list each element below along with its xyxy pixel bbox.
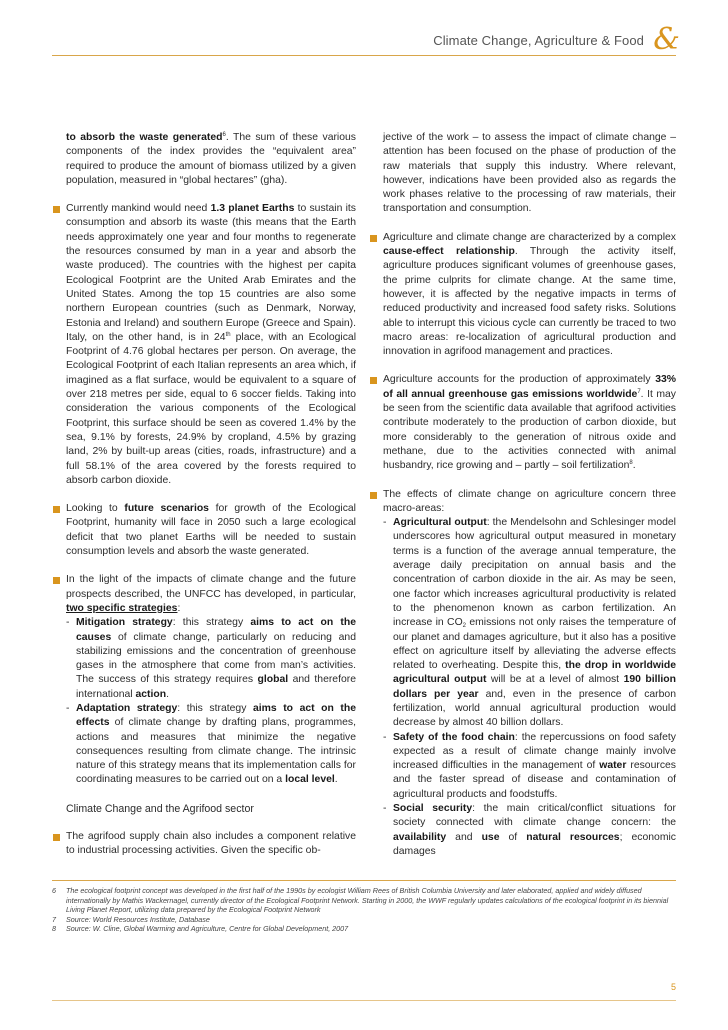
footnote-text: The ecological footprint concept was developed in the first half of the 1990s by ecologist William Rees of British Columbia University and later elaborated, applied and widely diffused internationally by Mathis Wackernagel, currently director of the Ecological Footprint Network. Starting in 2000, the WWF regularly updates calculations of the ecological footprint in its biennial Living Planet Report, utilizing data prepared by the Ecological Footprint Network: [66, 886, 669, 915]
dash-marker: -: [383, 731, 387, 743]
highlight-text: Mitigation strategy: [76, 617, 173, 629]
paragraph-text: .: [334, 774, 338, 786]
right-paragraph-1: [370, 131, 676, 217]
footnote-ref: 6: [222, 132, 226, 138]
footnotes: [52, 886, 676, 934]
highlight-text: Adaptation strategy: [76, 702, 178, 714]
right-paragraph-4: [370, 488, 676, 860]
highlight-text: aims to act on the effects: [76, 702, 356, 729]
footnote-number: 6: [52, 886, 56, 895]
paragraph-text: : the repercussions on food safety expected as a result of climate change mainly involve increased difficulties in the management of: [393, 731, 676, 772]
left-paragraph-3: [53, 502, 356, 559]
paragraph-text: resources and the faster spread of disease and contamination of agricultural products and foodstuffs.: [393, 760, 676, 800]
highlight-text: water: [599, 760, 627, 772]
highlight-text: 33% of all annual greenhouse gas emissions worldwide: [383, 374, 676, 400]
paragraph-text: : this strategy: [172, 617, 251, 629]
paragraph-text: : the Mendelsohn and Schlesinger model underscores how agricultural output measured in monetary terms is a function of the average annual temperature, the average daily precipitation on annual basis and the concentration of carbon dioxide in the air. As may be seen, one factor which increases agricultural productivity is related to the phenomenon known as carbon fertilization. An increase in CO: [393, 517, 676, 629]
header-title: Climate Change, Agriculture & Food: [433, 33, 644, 48]
highlight-text: future scenarios: [124, 503, 209, 515]
highlight-text: natural resources: [526, 831, 620, 843]
highlight-text: cause-effect relationship: [383, 246, 515, 258]
footnote-text: Source: W. Cline, Global Warming and Agriculture, Centre for Global Development, 2007: [66, 924, 349, 934]
paragraph-text: Looking to: [66, 503, 125, 515]
paragraph-text: emissions not only raises the temperature of our planet and damages agriculture, but it also has a positive effect on agriculture itself by alleviating the adverse effects related to overheating. Despite this,: [393, 617, 676, 672]
square-bullet-icon: [370, 235, 377, 242]
paragraph-text: In the light of the impacts of climate change and the future prospects described, the UNFCC has developed, in particular,: [66, 574, 356, 600]
paragraph-text: The agrifood supply chain also includes a component relative to industrial processing activities. Given the specific ob-: [66, 831, 356, 857]
ampersand-logo: &: [653, 22, 680, 57]
paragraph-text: and: [446, 831, 482, 843]
paragraph-text: Currently mankind would need: [66, 203, 211, 215]
highlight-text: the drop in worldwide agricultural output: [393, 660, 676, 686]
paragraph-text: and therefore international: [76, 674, 356, 700]
subscript: 2: [462, 623, 466, 630]
highlight-text: 190 billion dollars per year: [393, 674, 676, 700]
footnote-number: 7: [52, 914, 56, 924]
highlight-text: action: [135, 688, 167, 700]
paragraph-text: . Through the activity itself, agriculture produces significant volumes of greenhouse gases, the prime culprits for climate change. At the same time, however, it is affected by the negative impacts in terms of reduced productivity and increased food safety risks. Solutions able to interrupt this vicious cycle can currently be traced to two macro areas: re-localization of agricultural production and innovation in agrifood management and practices.: [383, 246, 676, 358]
highlight-text: Social security: [393, 803, 473, 815]
footnote: [52, 886, 676, 915]
dash-marker: -: [66, 702, 70, 714]
paragraph-text: Agriculture accounts for the production of approximately: [383, 374, 656, 386]
paragraph-text: .: [166, 688, 169, 700]
left-paragraph-4: [53, 573, 356, 787]
highlight-text: local level: [285, 774, 335, 786]
paragraph-text: : this strategy: [177, 702, 253, 714]
highlight-text: aims to act on the causes: [76, 617, 356, 643]
ordinal-sup: th: [225, 331, 231, 338]
highlight-text: Safety of the food chain: [393, 731, 515, 743]
highlight-text: two specific strategies: [66, 602, 178, 614]
paragraph-text: jective of the work – to assess the impact of climate change – attention has been focused on the phase of production of the raw materials that supply this industry. Where relevant, however, indications have been provided also as regards the work phases relative to the processing of raw materials, their transportation and consumption.: [383, 132, 676, 215]
paragraph-text: of: [499, 831, 527, 843]
square-bullet-icon: [53, 206, 60, 213]
paragraph-text: .: [632, 460, 636, 472]
paragraph-text: The effects of climate change on agriculture concern three macro-areas:: [383, 488, 676, 514]
paragraph-text: . It may be seen from the scientific data available that agrifood activities contribute moderately to the production of carbon dioxide, but more considerably to the generation of nitrous oxide and methane, due to the activities connected with animal husbandry, rice growing and – partly – soil fertilization: [383, 388, 676, 472]
dash-marker: -: [66, 617, 70, 629]
footnote-text: Source: World Resources Institute, Database: [66, 914, 210, 924]
paragraph-text: ; economic damages: [393, 831, 676, 857]
adaptation-item: [66, 702, 356, 788]
paragraph-text: place, with an Ecological Footprint of 4.76 global hectares per person. On average, the Ecological Footprint of each Italian represents an area which, if imagined as a flat surface, would be equivalent to a square of over 218 metres per side, equal to 6 soccer fields. Taking into consideration the various components of the Ecological Footprint, this surface should be seen as covered 1.4% by the sea, 9.1% by forests, 24.9% by cropland, 4.5% by grazing land, 2% by built-up areas (cities, roads, infrastructure) and a full 58.1% of the area covered by the forests required to absorb carbon dioxide.: [66, 331, 357, 486]
food-safety-item: [383, 731, 676, 802]
header-rule: [52, 55, 676, 56]
paragraph-text: to sustain its consumption and absorb its waste (this means that the Earth needs approximately one year and four months to regenerate the resources consumed by man in a year and absorb the waste produced). The countries with the highest per capita Ecological Footprint are the United Arab Emirates and the United States. Among the top 15 countries are also some northern European countries (such as Denmark, Norway, Estonia and Ireland) and southern Europe (Greece and Spain). Italy, on the other hand, is in 24: [66, 203, 356, 343]
right-column: [370, 131, 676, 873]
square-bullet-icon: [53, 577, 60, 584]
section-heading: Climate Change and the Agrifood sector: [66, 802, 254, 815]
square-bullet-icon: [53, 834, 60, 841]
paragraph-text: for growth of the Ecological Footprint, humanity will face in 2050 such a large ecological deficit that two planet Earths will be needed to sustain consumption levels and absorb the waste generated.: [66, 503, 356, 558]
right-paragraph-2: [370, 231, 676, 360]
right-paragraph-3: [370, 373, 676, 473]
paragraph-text: :: [177, 602, 181, 614]
paragraph-text: . The sum of these various components of the index provides the “equivalent area” required to produce the amount of biomass utilized by a given population, measured in “global hectares” (gha).: [66, 132, 356, 186]
highlight-text: Agricultural output: [393, 517, 487, 529]
left-paragraph-2: [53, 202, 356, 488]
highlight-text: 1.3 planet Earths: [210, 203, 295, 215]
highlight-text: availability: [393, 831, 447, 843]
left-paragraph-1: [53, 131, 356, 188]
footnote-number: 8: [52, 924, 56, 934]
square-bullet-icon: [53, 506, 60, 513]
footnote: [52, 915, 676, 925]
dash-marker: -: [383, 517, 387, 529]
highlight-text: to absorb the waste generated: [66, 132, 223, 143]
highlight-text: global: [257, 674, 289, 686]
paragraph-text: : the main critical/conflict situations for society connected with climate change concern: the: [393, 803, 676, 829]
footnote-ref: 8: [629, 460, 633, 467]
social-security-item: [383, 802, 676, 859]
footer-rule: [52, 1000, 676, 1001]
footnote-ref: 7: [637, 388, 641, 395]
paragraph-text: Agriculture and climate change are characterized by a complex: [383, 231, 676, 243]
dash-marker: -: [383, 803, 387, 815]
paragraph-text: of climate change, particularly on reducing and stabilizing emissions and the concentration of greenhouse gases in the atmosphere that come from man’s activities. The success of this strategy requires: [76, 631, 356, 686]
square-bullet-icon: [370, 492, 377, 499]
paragraph-text: will be at a level of almost: [486, 674, 624, 686]
paragraph-text: of climate change by drafting plans, programmes, actions and measures that minimize the negative consequences resulting from climate change. The intrinsic nature of this strategy means that its implementation calls for coordinating measures to be carried out on a: [76, 717, 356, 786]
agricultural-output-item: [383, 516, 676, 730]
page-number: 5: [670, 982, 676, 992]
footnote: [52, 924, 676, 934]
footnote-rule: [52, 880, 676, 881]
highlight-text: use: [481, 831, 500, 843]
paragraph-text: and, even in the presence of carbon fertilization, world annual agricultural production would decrease by almost 40 billion dollars.: [393, 688, 676, 729]
square-bullet-icon: [370, 377, 377, 384]
left-paragraph-5: [53, 830, 356, 859]
left-column: [53, 131, 356, 873]
mitigation-item: [66, 616, 356, 702]
